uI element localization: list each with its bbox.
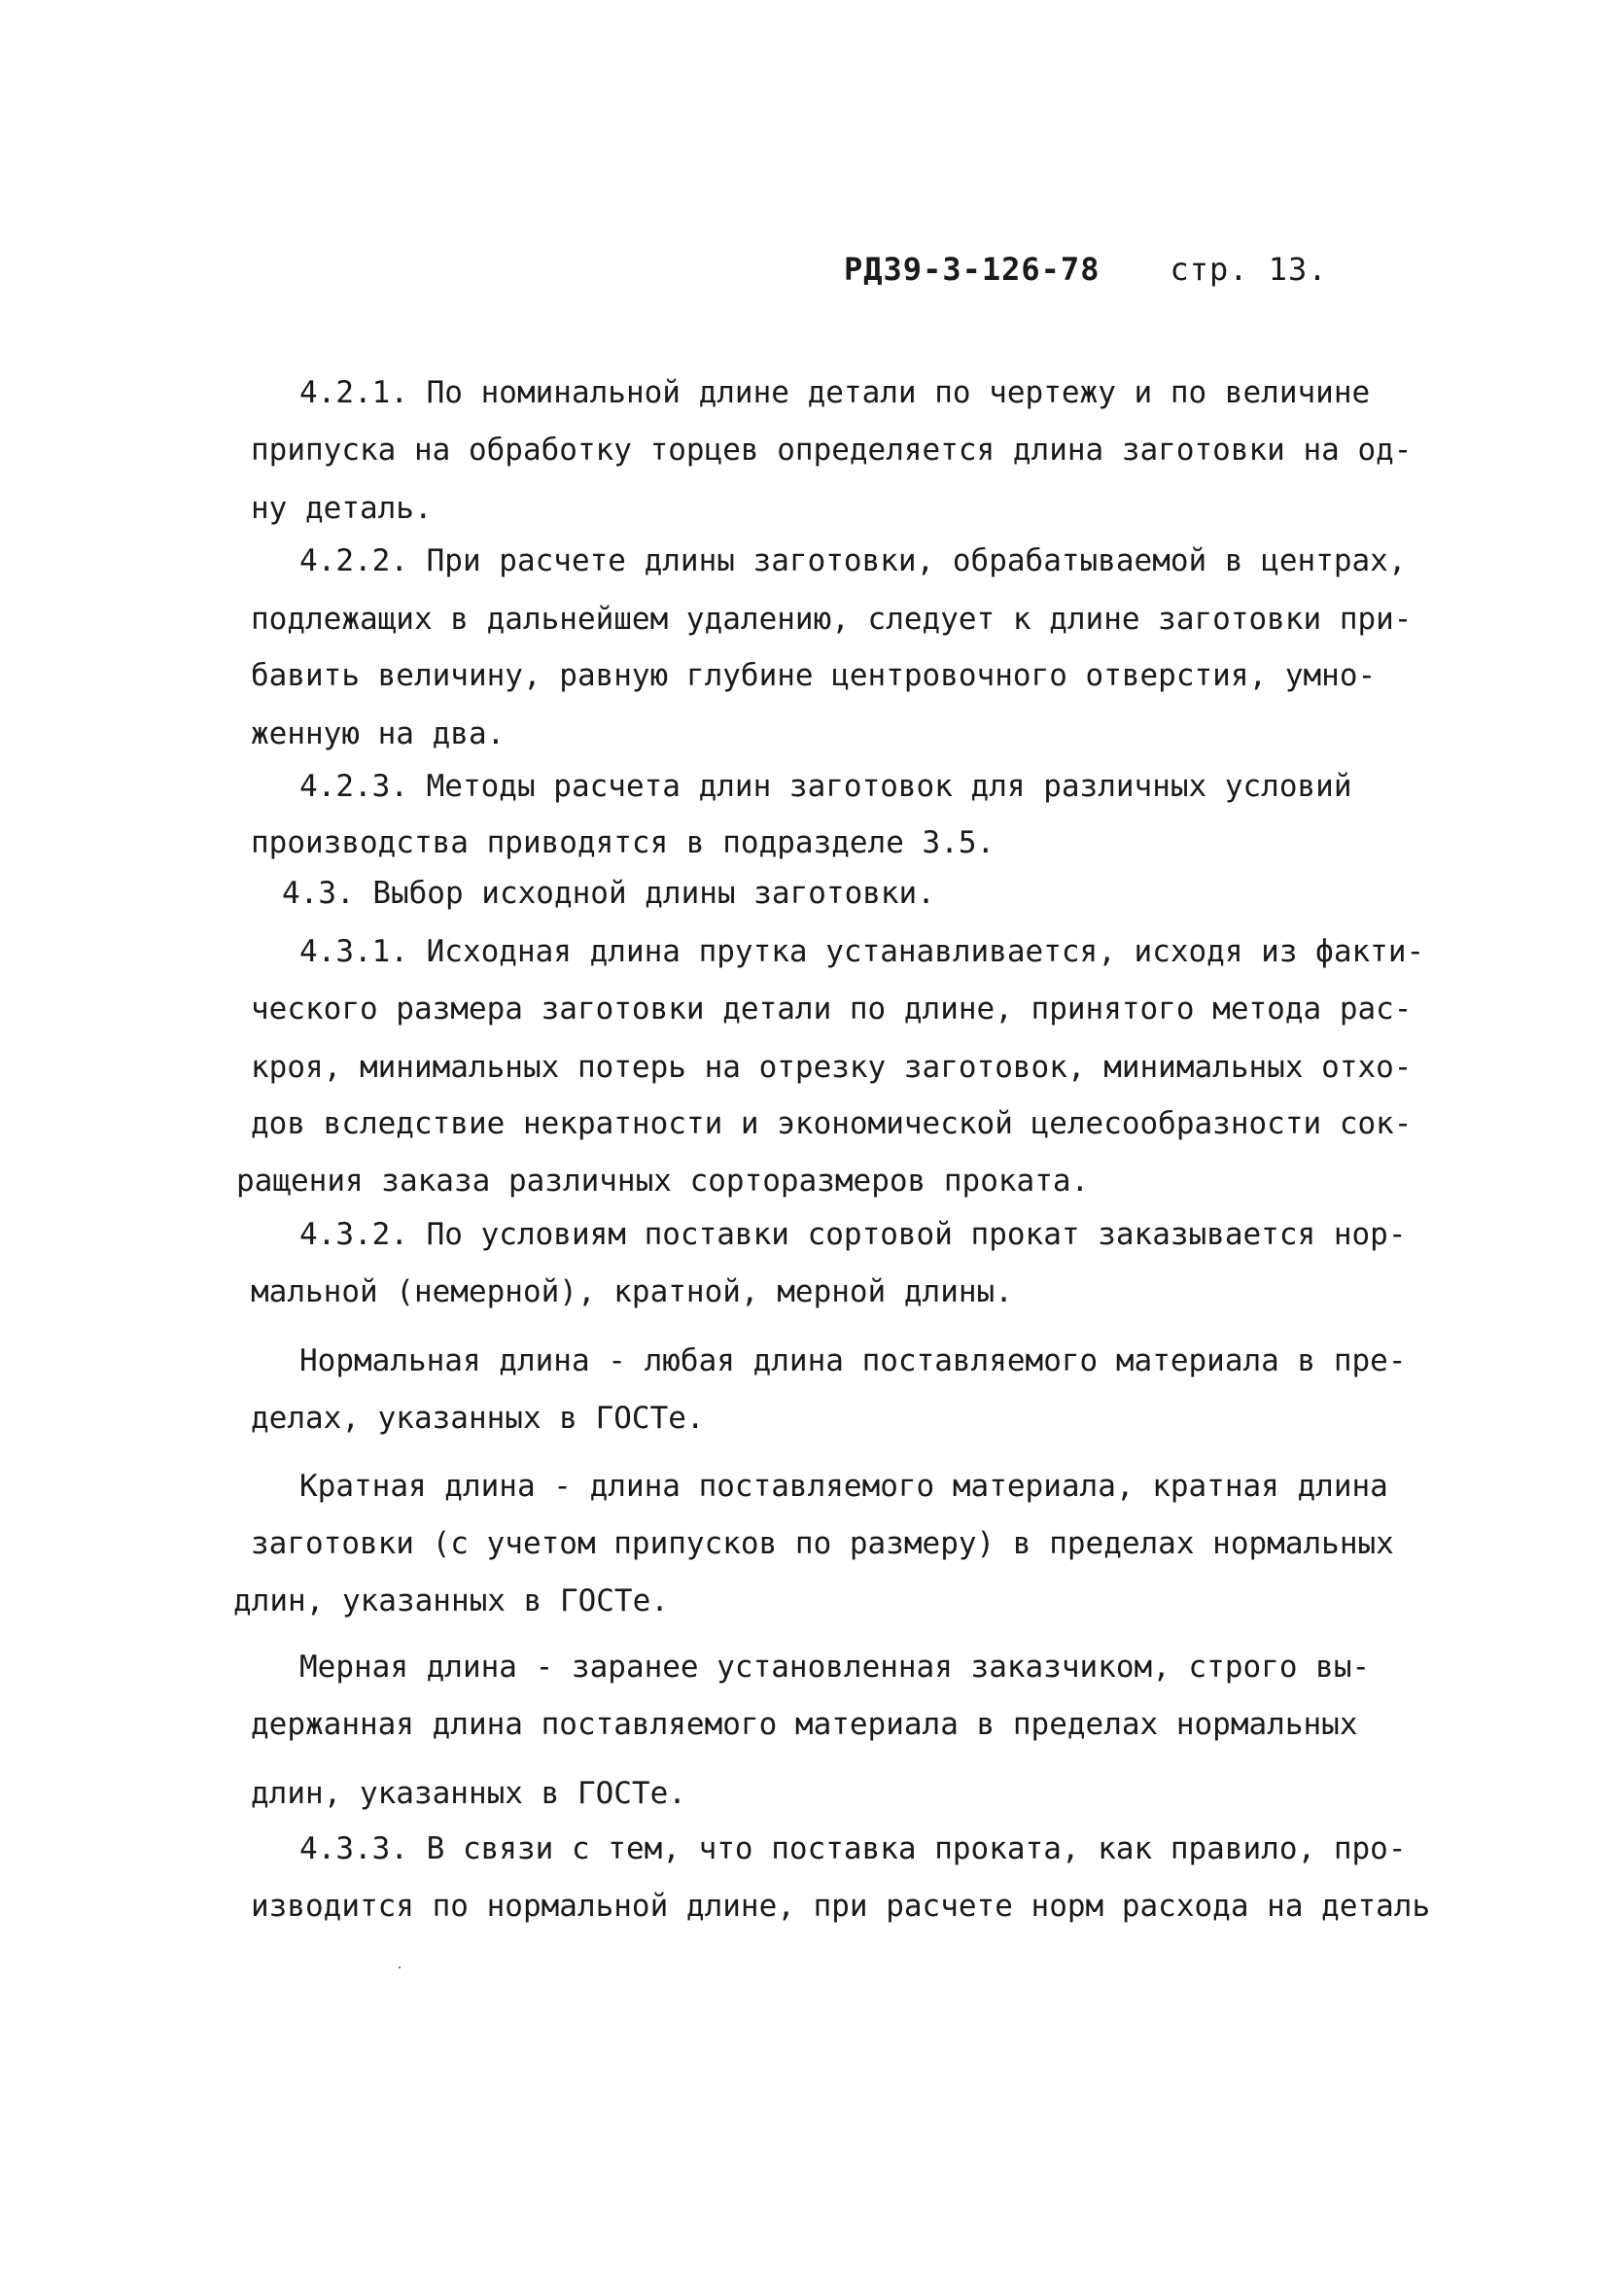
text-line: женную на два.: [251, 716, 506, 751]
text-line: 4.2.3. Методы расчета длин заготовок для различных условий: [299, 769, 1352, 804]
text-line: ращения заказа различных сорторазмеров проката.: [236, 1164, 1090, 1199]
text-line: длин, указанных в ГОСТе.: [233, 1583, 669, 1618]
text-line: ну деталь.: [251, 491, 433, 526]
text-line: Нормальная длина - любая длина поставляемого материала в пре-: [299, 1343, 1407, 1378]
text-line: держанная длина поставляемого материала в пределах нормальных: [251, 1707, 1358, 1742]
text-line: мальной (немерной), кратной, мерной длины.: [251, 1274, 1013, 1309]
text-line: 4.3.3. В связи с тем, что поставка проката, как правило, про-: [299, 1831, 1407, 1866]
text-line: кроя, минимальных потерь на отрезку заготовок, минимальных отхо-: [251, 1050, 1413, 1085]
scan-speck: [399, 1966, 401, 1968]
page-number: стр. 13.: [1170, 251, 1328, 288]
text-line: делах, указанных в ГОСТе.: [251, 1401, 705, 1436]
text-line: дов вследствие некратности и экономической целесообразности сок-: [251, 1106, 1413, 1141]
document-code: РД39-3-126-78: [844, 251, 1100, 288]
text-line: ческого размера заготовки детали по длине, принятого метода рас-: [251, 991, 1413, 1026]
text-line: бавить величину, равную глубине центровочного отверстия, умно-: [251, 658, 1377, 693]
text-line: заготовки (с учетом припусков по размеру) в пределах нормальных: [251, 1526, 1394, 1561]
text-line: длин, указанных в ГОСТе.: [251, 1776, 686, 1811]
text-line: Кратная длина - длина поставляемого материала, кратная длина: [299, 1469, 1388, 1504]
text-line: Мерная длина - заранее установленная заказчиком, строго вы-: [299, 1650, 1371, 1685]
text-line: 4.3.2. По условиям поставки сортовой прокат заказывается нор-: [299, 1217, 1407, 1252]
text-line: 4.3. Выбор исходной длины заготовки.: [282, 876, 935, 911]
page-header: [844, 251, 1328, 288]
text-line: 4.2.2. При расчете длины заготовки, обрабатываемой в центрах,: [299, 543, 1407, 578]
text-line: 4.2.1. По номинальной длине детали по чертежу и по величине: [299, 375, 1371, 410]
text-line: припуска на обработку торцев определяется длина заготовки на од-: [251, 433, 1413, 468]
text-line: подлежащих в дальнейшем удалению, следует к длине заготовки при-: [251, 602, 1413, 637]
text-line: 4.3.1. Исходная длина прутка устанавливается, исходя из факти-: [299, 934, 1425, 969]
text-line: производства приводятся в подразделе 3.5.: [251, 825, 996, 860]
text-line: изводится по нормальной длине, при расчете норм расхода на деталь: [251, 1889, 1431, 1924]
